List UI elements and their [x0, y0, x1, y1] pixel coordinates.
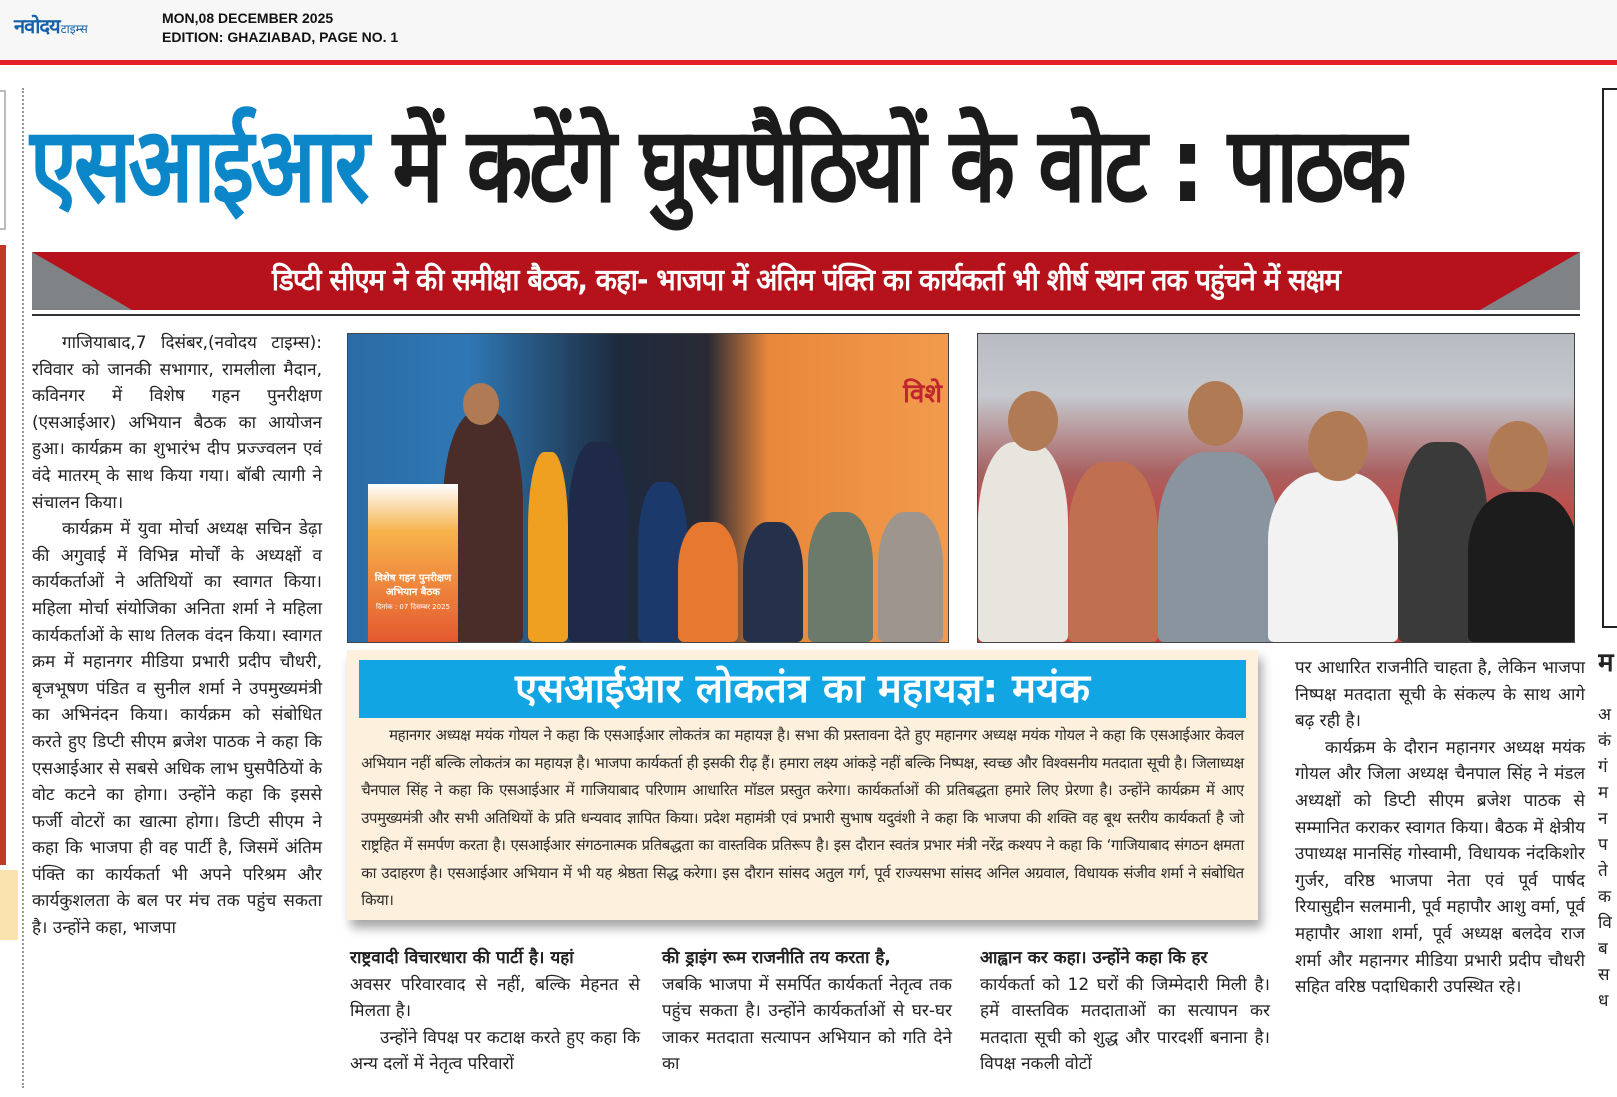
highlight-box-title: एसआईआर लोकतंत्र का महायज्ञ: मयंक — [359, 660, 1246, 718]
seated-person-figure — [743, 522, 803, 642]
top-red-divider — [0, 60, 1617, 65]
audience-silhouettes — [978, 411, 1574, 642]
person-figure — [568, 442, 628, 642]
bold-lead-line: आह्वान कर कहा। उन्होंने कहा कि हर — [980, 948, 1208, 968]
article-paragraph: अवसर परिवारवाद से नहीं, बल्कि मेहनत से मिलता है। — [350, 974, 640, 1022]
audience-member — [1068, 462, 1158, 642]
adjacent-story-red-fragment — [0, 245, 6, 865]
masthead-bar — [0, 0, 1617, 60]
audience-head — [1488, 421, 1548, 491]
bold-lead-line: राष्ट्रवादी विचारधारा की पार्टी है। यहां — [350, 948, 574, 968]
adjacent-story-yellow-fragment — [0, 870, 18, 940]
audience-photo[interactable] — [977, 333, 1575, 643]
audience-member — [1468, 492, 1575, 642]
date-line: MON,08 DECEMBER 2025 — [162, 10, 334, 26]
edition-line: EDITION: GHAZIABAD, PAGE NO. 1 — [162, 29, 399, 45]
audience-member — [1268, 472, 1398, 642]
person-figure — [528, 452, 568, 642]
article-column-2 — [350, 945, 640, 1078]
audience-member — [978, 442, 1068, 642]
adjacent-story-text-fragment: म अ कं गं म न प ते क वि ब स ध — [1598, 650, 1617, 1014]
adjacent-story-box-fragment — [0, 90, 6, 230]
headline-rest: में कटेंगे घुसपैठियों के वोट : पाठक — [366, 104, 1404, 226]
logo-sub-text: टाइम्स — [60, 22, 88, 36]
article-paragraph: कार्यक्रम के दौरान महानगर अध्यक्ष मयंक गोयल और जिला अध्यक्ष चैनपाल सिंह ने मंडल अध्यक्षों को डिप्टी सीएम ब्रजेश पाठक से सम्मानित कराकर स्वागत किया। बैठक में क्षेत्रीय उपाध्यक्ष मानसिंह गोस्वामी, विधायक नंदकिशोर गुर्जर, वरिष्ठ भाजपा नेता एवं पूर्व पार्षद रियासुद्दीन सलमानी, पूर्व महापौर आशु वर्मा, पूर्व महापौर आशा शर्मा, पूर्व अध्यक्ष बलदेव राज शर्मा और महानगर मीडिया प्रभारी प्रदीप चौधरी सहित वरिष्ठ पदाधिकारी उपस्थित रहे। — [1295, 737, 1585, 998]
edition-meta — [162, 9, 398, 47]
bold-lead-line: की ड्राइंग रूम राजनीति तय करता है, — [662, 948, 891, 968]
seated-person-figure — [878, 512, 943, 642]
audience-head — [1188, 381, 1243, 446]
newspaper-logo[interactable] — [14, 12, 88, 39]
article-paragraph: जबकि भाजपा में समर्पित कार्यकर्ता नेतृत्व तक पहुंच सकता है। उन्होंने कार्यकर्ताओं से घर-घर जाकर मतदाता सत्यापन अभियान को गति देने का — [662, 974, 952, 1075]
article-column-4 — [980, 945, 1270, 1078]
speaker-head — [463, 383, 499, 425]
adjacent-story-box-fragment-right — [1602, 88, 1617, 628]
audience-member — [1158, 452, 1278, 642]
article-column-1 — [32, 330, 322, 942]
seated-person-figure — [678, 522, 738, 642]
column-dotted-separator — [22, 88, 24, 1088]
subheadline-text: डिप्टी सीएम ने की समीक्षा बैठक, कहा- भाजपा में अंतिम पंक्ति का कार्यकर्ता भी शीर्ष स्थान तक पहुंचने में सक्षम — [271, 263, 1341, 298]
audience-head — [1008, 391, 1058, 451]
article-paragraph: गाजियाबाद,7 दिसंबर,(नवोदय टाइम्स): रविवार को जानकी सभागार, रामलीला मैदान, कविनगर में विशेष गहन पुनरीक्षण (एसआईआर) अभियान बैठक का आयोजन हुआ। कार्यक्रम का शुभारंभ दीप प्रज्ज्वलन एवं वंदे मातरम् के साथ किया गया। बॉबी त्यागी ने संचालन किया। — [32, 333, 322, 513]
podium-text: विशेष गहन पुनरीक्षण अभियान बैठक दिनांक : 07 दिसम्बर 2025 — [374, 573, 452, 611]
highlight-box — [347, 650, 1258, 920]
article-paragraph: उन्होंने विपक्ष पर कटाक्ष करते हुए कहा कि अन्य दलों में नेतृत्व परिवारों — [350, 1027, 640, 1075]
article-column-5 — [1295, 655, 1585, 1001]
headline-highlight: एसआईआर — [30, 104, 367, 226]
article-paragraph: कार्यकर्ता को 12 घरों की जिम्मेदारी मिली है। हमें वास्तविक मतदाताओं का सत्यापन कर मतदाता सूची को शुद्ध और पारदर्शी बनाना है। विपक्ष नकली वोटों — [980, 974, 1270, 1075]
stage-photo[interactable] — [347, 333, 949, 643]
logo-main-text: नवोदय — [14, 14, 60, 38]
article-paragraph: कार्यक्रम में युवा मोर्चा अध्यक्ष सचिन डेढ़ा की अगुवाई में विभिन्न मोर्चों के अध्यक्षों व कार्यकर्ताओं ने अतिथियों का स्वागत किया। महिला मोर्चा संयोजिका अनिता शर्मा ने महिला कार्यकर्ताओं के साथ तिलक वंदन किया। स्वागत क्रम में महानगर मीडिया प्रभारी प्रदीप चौधरी, बृजभूषण पंडित व सुनील शर्मा ने उपमुख्यमंत्री का अभिनंदन किया। कार्यक्रम को संबोधित करते हुए डिप्टी सीएम ब्रजेश पाठक ने कहा कि एसआईआर से सबसे अधिक लाभ घुसपैठियों के वोट कटने का होगा। उन्होंने कहा कि इससे फर्जी वोटरों का खात्मा होगा। डिप्टी सीएम ने कहा कि भाजपा ही वह पार्टी है, जिसमें अंतिम पंक्ति का कार्यकर्ता भी अपने परिश्रम और कार्यकुशलता के बल पर मंच तक पहुंच सकता है। उन्होंने कहा, भाजपा — [32, 519, 322, 939]
highlight-box-body: महानगर अध्यक्ष मयंक गोयल ने कहा कि एसआईआर लोकतंत्र का महायज्ञ है। सभा की प्रस्तावना देते हुए महानगर अध्यक्ष मयंक गोयल ने कहा कि एसआईआर केवल अभियान नहीं बल्कि लोकतंत्र का महायज्ञ है। भाजपा कार्यकर्ता ही इसकी रीढ़ हैं। हमारा लक्ष्य आंकड़े नहीं बल्कि निष्पक्ष, स्वच्छ और विश्वसनीय मतदाता सूची है। जिलाध्यक्ष चैनपाल सिंह ने कहा कि एसआईआर में गाजियाबाद परिणाम आधारित मॉडल प्रस्तुत करेगा। कार्यकर्ताओं की प्रतिबद्धता हमारे लिए प्रेरणा है। उन्होंने कार्यक्रम में आए उपमुख्यमंत्री और सभी अतिथियों के प्रति धन्यवाद ज्ञापित किया। प्रदेश महामंत्री एवं प्रभारी सुभाष यदुवंशी ने कहा कि भाजपा की शक्ति वह बूथ स्तरीय कार्यकर्ता है जो राष्ट्रहित में समर्पण करता है। एसआईआर संगठनात्मक प्रतिबद्धता का वास्तविक प्रतिरूप है। इस दौरान स्वतंत्र प्रभार मंत्री नरेंद्र कश्यप ने कहा कि ‘गाजियाबाद संगठन क्षमता का उदाहरण है। एसआईआर अभियान में भी यह श्रेष्ठता सिद्ध करेगा। इस दौरान सांसद अतुल गर्ग, पूर्व राज्यसभा सांसद अनिल अग्रवाल, विधायक संजीव शर्मा ने संबोधित किया। — [361, 726, 1244, 909]
article-column-3 — [662, 945, 952, 1078]
audience-head — [1308, 411, 1368, 481]
banner-underline-rule — [32, 314, 1580, 316]
podium — [368, 484, 458, 643]
stage-banner-text: विशे — [903, 379, 942, 409]
article-paragraph: पर आधारित राजनीति चाहता है, लेकिन भाजपा निष्पक्ष मतदाता सूची के संकल्प के साथ आगे बढ़ रही है। — [1295, 658, 1585, 732]
seated-person-figure — [808, 512, 873, 642]
adjacent-heading-fragment: म — [1598, 650, 1614, 678]
subheadline-banner — [32, 252, 1580, 310]
main-headline — [30, 90, 1404, 240]
